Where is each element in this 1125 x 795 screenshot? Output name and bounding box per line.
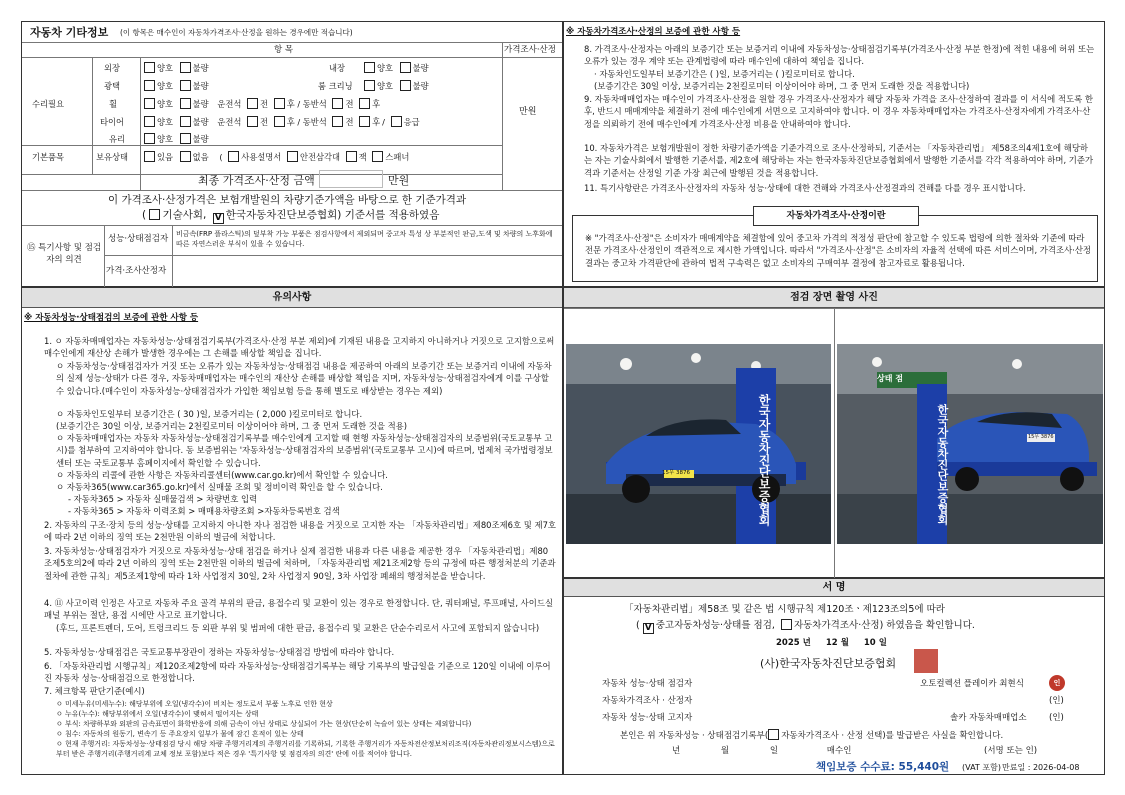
exterior-bad-label: 불량 — [192, 63, 209, 73]
caution-1d: (보증기간은 30일 이상, 보증거리는 2천킬로미터 이상이어야 하며, 그 중 먼저 도래한 것을 적용) — [56, 421, 408, 431]
basis-opt2-label: 한국자동차진단보증협회 — [225, 209, 338, 221]
note-8c: (보증기간은 30일 이상, 보증거리는 2천킬로미터 이상이어야 하며, 그 중 먼저 도래한 것을 적용합니다) — [594, 81, 970, 91]
buyer-day-unit: 일 — [769, 746, 779, 756]
spanner-label: 스패너 — [385, 152, 410, 162]
sign-year: 2025 — [776, 638, 800, 648]
room-good-checkbox[interactable] — [364, 80, 375, 91]
photo-header: 점검 장면 촬영 사진 — [564, 288, 1104, 308]
caution-1b: ㅇ 자동차성능·상태점검자가 거짓 또는 오류가 있는 자동차성능·상태점검 내용을 제공하여 아래의 보증기간 또는 보증거리 이내에 자동차의 실제 성능·상태가 다른 경우, 자동차매매업자는 매수인의 재산상 손해를 배상할 책임을 지며, 자동차성능·상태점검자에게 이를 구상할 수 있습니다.(매수인이 자동차성능·상태점검자가 가입한 책임보험 등을 통해 별도로 배상받는 경우는 제외) — [56, 361, 552, 396]
sign-r2-label: 자동차가격조사 · 산정자 — [602, 696, 693, 706]
gloss-label: 광택 — [104, 81, 121, 91]
wheel-prear-checkbox[interactable] — [359, 98, 370, 109]
interior-bad-checkbox[interactable] — [400, 62, 411, 73]
inspection-photo-front — [566, 344, 831, 544]
wheel-good-label: 양호 — [157, 99, 174, 109]
wheel-rear-passenger-label: 후 / 동반석 — [286, 99, 327, 109]
price-notes-section — [563, 21, 1105, 287]
interior-good-checkbox[interactable] — [364, 62, 375, 73]
caution-7b: ㅇ 누유(누수): 해당부위에서 오일(냉각수)이 맺혀서 떨어지는 상태 — [56, 710, 259, 718]
none-checkbox[interactable] — [180, 151, 191, 162]
caution-4b: (후드, 프론트펜더, 도어, 트렁크리드 등 외판 부위 및 범퍼에 대한 판금, 용접수리 및 교환은 단순수리로서 사고에 포함되지 않습니다) — [56, 623, 540, 633]
price-definition-title: 자동차가격조사·산정이란 — [753, 206, 919, 226]
glass-good-checkbox[interactable] — [144, 133, 155, 144]
basis-opt1-label: 기술사회, — [162, 209, 207, 221]
basis-opt1-checkbox[interactable] — [149, 209, 160, 220]
col-item-header: 항 목 — [274, 45, 294, 55]
interior-bad-label: 불량 — [412, 63, 429, 73]
glass-label: 유리 — [109, 134, 126, 144]
tire-front-checkbox[interactable] — [247, 116, 258, 127]
tire-label: 타이어 — [100, 117, 125, 127]
buyer-sign: (서명 또는 인) — [984, 746, 1038, 756]
caution-6: 6. 「자동차관리법 시행규칙」제120조제2항에 따라 자동차성능·상태점검기록부는 해당 기록부의 발급일을 기준으로 120일 이내에 이루어진 자동차 성능·상태점검으로 한정합니다. — [44, 661, 551, 684]
gloss-bad-label: 불량 — [192, 81, 209, 91]
tire-front-label: 전 — [260, 117, 269, 127]
none-label: 없음 — [192, 152, 209, 162]
note-8: 8. 가격조사·산정자는 아래의 보증기간 또는 보증거리 이내에 자동차성능·상태점검기록부(가격조사·산정 부분 한정)에 적힌 내용에 허위 또는 오류가 있는 경우 계약 또는 관계법령에 따라 매수인에 대하여 책임을 집니다. — [584, 44, 1095, 67]
expiry-date: 만료일 : 2026-04-08 — [1002, 763, 1080, 772]
caution-4: 4. ⑪ 사고이력 인정은 사고로 자동차 주요 골격 부위의 판금, 용접수리 및 교환이 있는 경우로 한정합니다. 단, 쿼터패널, 루프패널, 사이드실패널 부위는 절단, 용접 시에만 사고로 표기합니다. — [44, 598, 554, 621]
note-11: 11. 특기사항란은 가격조사·산정자의 자동차 성능·상태에 대한 견해와 가격조사·산정결과의 견해를 다를 경우 표시합니다. — [584, 183, 1026, 193]
tire-driver-label: 운전석 — [217, 117, 242, 127]
photo2-plate: 15무 3876 — [1028, 434, 1054, 440]
caution-1c: ㅇ 자동차인도일부터 보증기간은 ( 30 )일, 보증거리는 ( 2,000 )킬로미터로 합니다. — [56, 409, 363, 419]
caution-7-list — [56, 699, 556, 759]
wheel-pfront-checkbox[interactable] — [332, 98, 343, 109]
glass-good-label: 양호 — [157, 134, 174, 144]
sign-r3-seal: (인) — [1049, 713, 1064, 723]
triangle-label: 안전삼각대 — [299, 152, 341, 162]
room-good-label: 양호 — [377, 81, 394, 91]
basic-items-label: 기본품목 — [32, 152, 65, 162]
final-price-unit: 만원 — [388, 174, 410, 187]
sign-receive: 본인은 위 자동차성능 · 상태점검기록부( — [620, 731, 769, 741]
triangle-checkbox[interactable] — [287, 151, 298, 162]
sign-opt2-label: 자동차가격조사·산정) 하였음을 확인합니다. — [793, 620, 975, 631]
basis-opt2-checkbox[interactable]: V — [213, 213, 224, 224]
sign-year-unit: 년 — [802, 638, 811, 648]
caution-3: 3. 자동차성능·상태점검자가 거짓으로 자동차성능·상태 점검을 하거나 실제 점검한 내용과 다른 내용을 제공한 경우 「자동차관리법」제80조제5호의2에 따라 2년 이하의 징역 또는 2천만원 이하의 벌금에 처하며, 「자동차관리법 제21조제2항 등의 규정에 따른 행정처분의 기준과 절차에 관한 규칙」제5조제1항에 따라 1차 사업정지 30일, 2차 사업정지 90일, 3차 사업장 폐쇄의 행정처분을 받습니다. — [44, 546, 556, 581]
sign-receive-checkbox[interactable] — [768, 729, 779, 740]
glass-bad-checkbox[interactable] — [180, 133, 191, 144]
inspection-photo-rear — [837, 344, 1103, 544]
photo1-plate: 15무 3876 — [662, 470, 691, 476]
caution-1g: ㅇ 자동차365(www.car365.go.kr)에서 실매물 조회 및 정비이력 확인을 할 수 있습니다. — [56, 482, 383, 492]
price-definition-box — [572, 211, 1098, 282]
fee-label: 책임보증 수수료: 55,440원 — [816, 761, 950, 773]
tire-rear-checkbox[interactable] — [274, 116, 285, 127]
sign-assoc: (사)한국자동차진단보증협회 — [760, 657, 897, 670]
sign-r1-seal-text: 인 — [1049, 675, 1065, 691]
sign-r1-seal — [1049, 675, 1065, 691]
final-price-label: 최종 가격조사·산정 금액 — [198, 174, 315, 187]
price-definition-text: ※ "가격조사·산정"은 소비자가 매매계약을 체결함에 있어 중고차 가격의 적정성 판단에 참고할 수 있도록 법령에 의한 절차와 기준에 따라 전문 가격조사·산정인이 객관적으로 제시한 가액입니다. 따라서 "가격조사·산정"은 소비자의 자율적 선택에 따른 서비스이며, 가격조사·산정 결과는 중고차 가격판단에 관하여 법적 구속력은 없고 소비자의 구매여부 결정에 참고자료로 활용됩니다. — [585, 233, 1092, 268]
buyer-month-unit: 월 — [720, 746, 730, 756]
sign-opt2-checkbox[interactable] — [781, 619, 792, 630]
wheel-bad-checkbox[interactable] — [180, 98, 191, 109]
possession-label: 보유상태 — [96, 152, 129, 162]
exterior-good-checkbox[interactable] — [144, 62, 155, 73]
perf-inspector-label: 성능·상태점검자 — [108, 234, 169, 244]
caution-1e: ㅇ 자동차매매업자는 자동차 자동차성능·상태점검기록부를 매수인에게 고지할 때 현행 자동차성능·상태점검자의 보증범위(국토교통부 고시)를 첨부하여 고지하여야 합니다. 동 보증범위는 '자동차성능·상태점검자의 보증범위'(국토교통부 고시)에 따르며, 법제처 국가법령정보센터 또는 국토교통부 홈페이지에서 확인할 수 있습니다. — [56, 433, 553, 468]
tire-bad-label: 불량 — [192, 117, 209, 127]
tire-prear-checkbox[interactable] — [359, 116, 370, 127]
tire-good-label: 양호 — [157, 117, 174, 127]
jack-label: 잭 — [358, 152, 367, 162]
photo2-banner: 한국자동차진단보증협회 — [936, 404, 949, 525]
signature-section: 서 명 「자동차관리법」제58조 및 같은 법 시행규칙 제120조ㆍ제123조의5에 따라 ( V 중고자동차성능·상태를 점검, 자동차가격조사·산정) 하였음을 확인합니다. 2025 년 12 월 10 일 (사)한국자동차진단보증협회 자동차 성능·상태 점검자 오토컬렉션 플레이카 최현식 인 자동차가격조사 · 산정자 (인) 자동차 성능·상태 고지자 솔카 자동차매매업소 (인) 본인은 위 자동차성능 · 상태점검기록부( 자동차가격조사 · 산정 선택)를 발급받은 사실을 확인합니다. 년 월 일 매수인 (서명 또는 인) 책임보증 수수료: 55,440원 (VAT 포함) 만료일 : 2026-04-08 — [563, 578, 1105, 775]
room-bad-checkbox[interactable] — [400, 80, 411, 91]
caution-5: 5. 자동차성능·상태점검은 국토교통부장관이 정하는 자동차성능·상태점검 방법에 따라야 합니다. — [44, 647, 395, 657]
sign-month: 12 — [825, 638, 838, 648]
caution-1i: - 자동차365 > 자동차 이력조회 > 매매용차량조회 >자동차등록번호 검색 — [68, 506, 340, 516]
caution-7d: ㅇ 침수: 자동차의 원동기, 변속기 등 주요장치 일부가 물에 잠긴 흔적이 있는 상태 — [56, 730, 304, 738]
sign-month-unit: 월 — [840, 638, 849, 648]
repair-needed-label: 수리필요 — [32, 99, 65, 109]
etc-title-note: (이 항목은 매수인이 자동차가격조사·산정을 원하는 경우에만 적습니다) — [120, 28, 353, 37]
photo1-banner: 한국자동차진단보증협회 — [757, 394, 771, 526]
glass-bad-label: 불량 — [192, 134, 209, 144]
manual-checkbox[interactable] — [228, 151, 239, 162]
caution-7: 7. 체크항목 판단기준(예시) — [44, 686, 145, 696]
wheel-good-checkbox[interactable] — [144, 98, 155, 109]
note-10: 10. 자동차가격은 보험개발원이 정한 차량기준가액을 기준가격으로 조사·산정하되, 기준서는 「자동차관리법」 제58조의4제1호에 해당하는 자는 기술사회에서 발행한 기준서를, 제2호에 해당하는 자는 한국자동차진단보증협회에서 발행한 기준서를 각각 적용하여야 하며, 기준가격과 기준서는 산정일 기준 가장 최근에 발행된 것을 적용합니다. — [584, 143, 1094, 178]
wheel-bad-label: 불량 — [192, 99, 209, 109]
sign-opt1-checkbox[interactable]: V — [643, 623, 654, 634]
exterior-good-label: 양호 — [157, 63, 174, 73]
fee-vat: (VAT 포함) — [962, 763, 1001, 772]
caution-1f: ㅇ 자동차의 리콜에 관한 사항은 자동차리콜센터(www.car.go.kr)에서 확인할 수 있습니다. — [56, 470, 388, 480]
caution-7e: ㅇ 현재 주행거리: 자동차성능·상태점검 당시 해당 차량 주행거리계의 주행거리를 기록하되, 기록한 주행거리가 자동차전산정보처리조직(자동차관리정보시스템)으로부터 받은 주행거리(주행거리계 교체 정보 포함)보다 적은 경우 '특기사항 및 점검자의 의견' 란에 이를 적어야 합니다. — [56, 740, 555, 758]
price-inspector-label: 가격·조사산정자 — [106, 266, 167, 276]
caution-2: 2. 자동차의 구조·장치 등의 성능·상태를 고지하지 아니한 자나 점검한 내용을 거짓으로 고지한 자는 「자동차관리법」제80조제6호 및 제7호에 따라 2년 이하의 징역 또는 2천만원 이하의 벌금에 처합니다. — [44, 520, 557, 543]
wheel-driver-label: 운전석 — [217, 99, 242, 109]
tire-rear-passenger-label: 후 / 동반석 — [286, 117, 327, 127]
caution-7c: ㅇ 부식: 차량하부와 외판의 금속표면이 화학반응에 의해 금속이 아닌 상태로 상실되어 가는 현상(단순히 녹슬어 있는 상태는 제외합니다) — [56, 720, 472, 728]
basis-line1: 이 가격조사·산정가격은 보험개발원의 차량기준가액을 바탕으로 한 기준가격과 — [108, 194, 467, 206]
sign-r2-seal: (인) — [1049, 696, 1064, 706]
gloss-bad-checkbox[interactable] — [180, 80, 191, 91]
cautions-section — [21, 287, 563, 775]
note-9: 9. 자동차매매업자는 매수인이 가격조사·산정을 원할 경우 가격조사·산정자가 해당 자동차 가격을 조사·산정하여 결과를 이 서식에 적도록 한 후, 반드시 매매계약을 체결하기 전에 매수인에게 서면으로 고지하여야 합니다. 이 경우 자동차매매업자는 가격조사·산정자에게 가격조사·산정을 의뢰하기 전에 매수인에게 가격조사·산정 비용을 안내하여야 합니다. — [584, 94, 1093, 129]
manual-label: 사용설명서 — [241, 152, 282, 162]
buyer-year-unit: 년 — [672, 746, 681, 756]
exterior-bad-checkbox[interactable] — [180, 62, 191, 73]
buyer-label: 매수인 — [826, 746, 852, 756]
have-checkbox[interactable] — [144, 151, 155, 162]
wheel-prear-label: 후 — [372, 99, 381, 109]
room-clean-label: 룸 크리닝 — [318, 81, 353, 91]
wheel-pfront-label: 전 — [345, 99, 354, 109]
room-bad-label: 불량 — [412, 81, 429, 91]
exterior-label: 외장 — [104, 63, 121, 73]
spanner-checkbox[interactable] — [372, 151, 383, 162]
etc-info-section: 자동차 기타정보 (이 항목은 매수인이 자동차가격조사·산정을 원하는 경우에만 적습니다) 항 목 가격조사·산정 만원 수리필요 기본품목 외장 양호 불량 내장 양호 불량 광택 양호 불량 룸 크리닝 양호 불량 휠 양호 불량 운전석 전 후 / 동반석 전 후 타이어 양호 불량 운전석 전 후 / 동반석 전 후 / 응급 유리 양호 불량 보유상태 있음 없음 ( 사용설명서 안전삼각대 잭 스패너 최종 가격조사·산정 금액 만원 이 가격조사·산정가격은 보험개발원의 차량기준가액을 바탕으로 한 기준가격과 ( 기술사회, V 한국자동차진단보증협회) 기준서를 적용하였음 ⑮ 특기사항 및 점검자의 의견 성능·상태점검자 비금속(FRP 플라스틱)의 덮부착 가능 부품은 점검사항에서 제외되며 중고차 특성 상 부분적인 판금,도색 및 차량의 노후화에 따른 자연스러운 부식이 있을 수 있습니다. 가격·조사산정자 — [21, 21, 563, 287]
caution-1h: - 자동차365 > 자동차 실매물검색 > 차량번호 입력 — [68, 494, 258, 504]
wheel-rear-checkbox[interactable] — [274, 98, 285, 109]
photo-section — [563, 287, 1105, 578]
note-8b: · 자동차인도일부터 보증기간은 ( )일, 보증거리는 ( )킬로미터로 합니다. — [594, 69, 855, 79]
have-label: 있음 — [157, 152, 174, 162]
perf-inspector-text: 비금속(FRP 플라스틱)의 덮부착 가능 부품은 점검사항에서 제외되며 중고차 특성 상 부분적인 판금,도색 및 차량의 노후화에 따른 자연스러운 부식이 있을 수 있습니다. — [176, 230, 553, 248]
wheel-front-label: 전 — [260, 99, 269, 109]
sign-r3-value: 솔카 자동차매매업소 — [950, 713, 1027, 723]
photo2-sign: 상태 점 — [877, 374, 903, 383]
tire-pfront-label: 전 — [345, 117, 354, 127]
special-notes-label: ⑮ 특기사항 및 점검자의 의견 — [26, 243, 102, 265]
caution-1a: 1. ㅇ 자동차매매업자는 자동차성능·상태점검기록부(가격조사·산정 부분 제외)에 기재된 내용을 고지하지 아니하거나 거짓으로 고지함으로써 매수인에게 재산상 손해가 발생한 경우에는 그 손해를 배상할 책임을 집니다. — [44, 336, 555, 359]
wheel-label: 휠 — [109, 99, 118, 109]
signature-law: 「자동차관리법」제58조 및 같은 법 시행규칙 제120조ㆍ제123조의5에 따라 — [624, 604, 945, 615]
final-price-input[interactable] — [319, 170, 383, 188]
interior-label: 내장 — [329, 63, 346, 73]
gloss-good-checkbox[interactable] — [144, 80, 155, 91]
sign-r3-label: 자동차 성능·상태 고지자 — [602, 713, 693, 723]
cautions-title: ※ 자동차성능·상태점검의 보증에 관한 사항 등 — [24, 313, 199, 323]
signature-header: 서 명 — [564, 579, 1104, 597]
tire-pfront-checkbox[interactable] — [332, 116, 343, 127]
cautions-header: 유의사항 — [22, 288, 562, 308]
wheel-front-checkbox[interactable] — [247, 98, 258, 109]
tire-prear-label: 후 — [372, 117, 381, 127]
sign-r1-label: 자동차 성능·상태 점검자 — [602, 679, 693, 689]
sign-opt1-label: 중고자동차성능·상태를 점검, — [655, 620, 775, 631]
jack-checkbox[interactable] — [346, 151, 357, 162]
gloss-good-label: 양호 — [157, 81, 174, 91]
sign-day-unit: 일 — [878, 638, 887, 648]
tire-emergency-checkbox[interactable] — [391, 116, 402, 127]
etc-title: 자동차 기타정보 — [30, 26, 109, 39]
sign-day: 10 — [863, 638, 876, 648]
sign-r1-value: 오토컬렉션 플레이카 최현식 — [920, 679, 1024, 689]
price-notes-title: ※ 자동차가격조사·산정의 보증에 관한 사항 등 — [566, 27, 741, 37]
col-price-header: 가격조사·산정 — [504, 45, 556, 55]
sign-receive2: 자동차가격조사 · 산정 선택)를 발급받은 사실을 확인합니다. — [781, 731, 1004, 741]
assoc-seal — [914, 649, 938, 673]
tire-emergency-label: 응급 — [403, 117, 420, 127]
caution-7a: ㅇ 미세누유(미세누수): 해당부위에 오일(냉각수)이 비치는 정도로서 부품 노후로 인한 현상 — [56, 700, 333, 708]
tire-good-checkbox[interactable] — [144, 116, 155, 127]
tire-bad-checkbox[interactable] — [180, 116, 191, 127]
basis-tail: ) 기준서를 적용하였음 — [337, 209, 440, 221]
price-unit: 만원 — [519, 107, 537, 117]
interior-good-label: 양호 — [377, 63, 394, 73]
